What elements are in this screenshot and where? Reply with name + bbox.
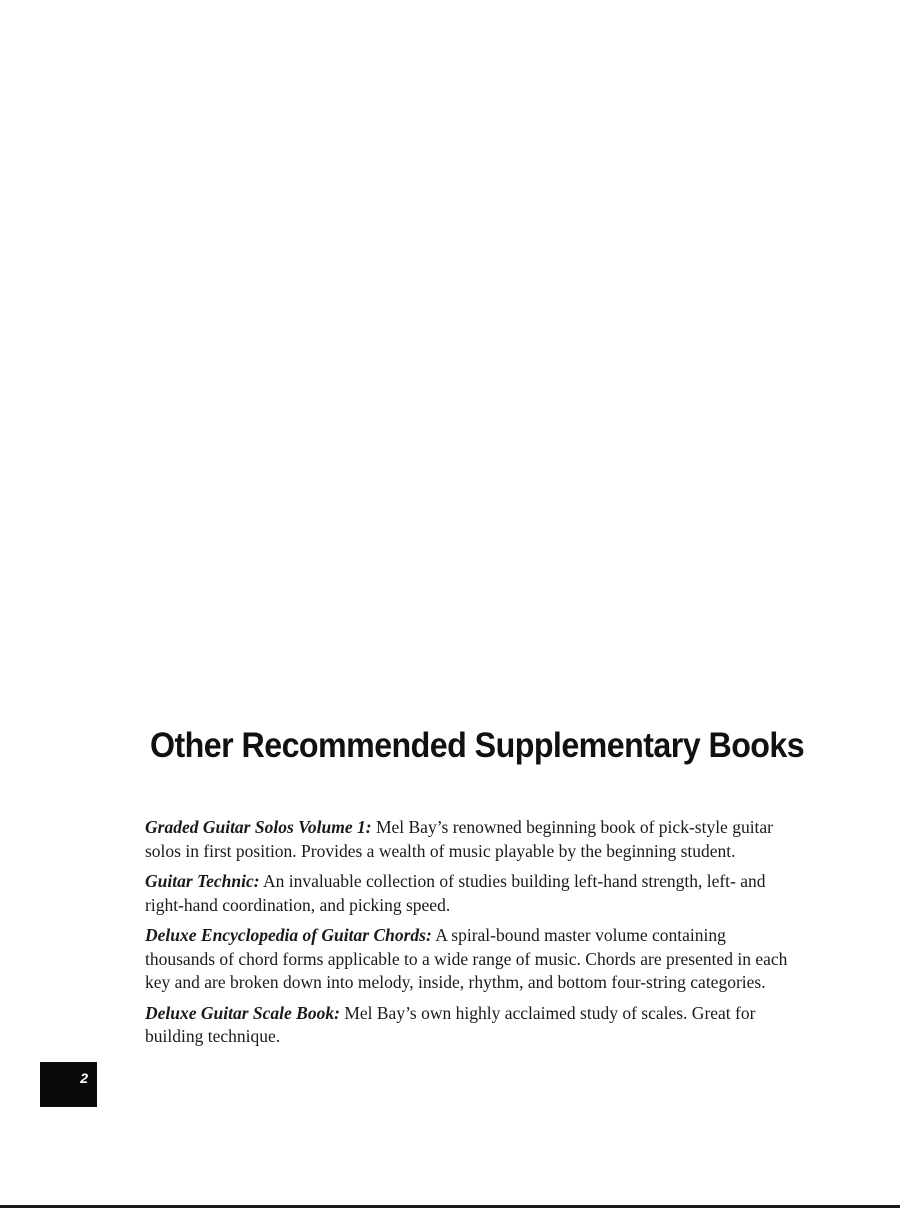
page-number: 2 [80, 1070, 88, 1086]
book-description: A spiral-bound master volume containing thousands of chord forms applicable to a wide range of music. Chords are presented in each key and are broken down into melody, inside, rhythm, and bottom four-string categories. [145, 925, 788, 992]
book-entry-guitar-scale-book [145, 1002, 795, 1049]
page-title: Other Recommended Supplementary Books [150, 726, 805, 765]
book-description: Mel Bay’s own highly acclaimed study of scales. Great for building technique. [145, 1002, 756, 1046]
book-title: Deluxe Guitar Scale Book: [145, 1002, 340, 1023]
page-number-tab [40, 1062, 97, 1107]
book-entry-guitar-technic [145, 870, 795, 917]
book-list [145, 816, 795, 1056]
book-description: An invaluable collection of studies building left-hand strength, left- and right-hand coordination, and picking speed. [145, 871, 766, 915]
book-title: Deluxe Encyclopedia of Guitar Chords: [145, 925, 432, 945]
book-title: Graded Guitar Solos Volume 1: [145, 817, 372, 837]
book-entry-graded-guitar-solos [145, 816, 795, 863]
book-entry-encyclopedia-of-chords [145, 924, 795, 995]
book-title: Guitar Technic: [145, 871, 260, 891]
book-description: Mel Bay’s renowned beginning book of pick-style guitar solos in first position. Provides a wealth of music playable by the beginning student. [145, 817, 774, 861]
